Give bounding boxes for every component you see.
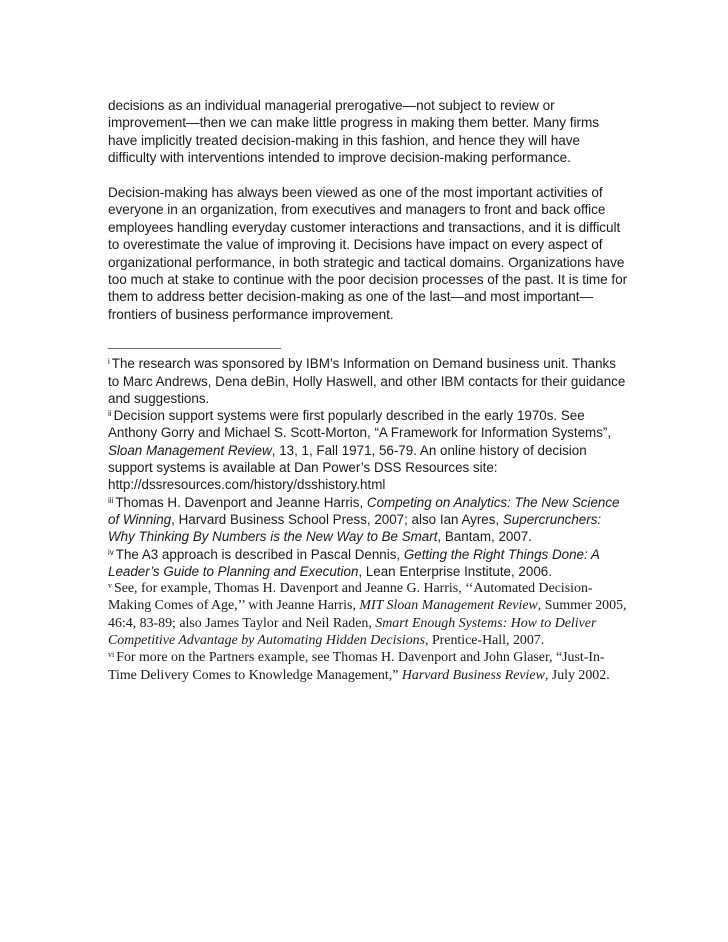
footnote-text: , Summer 2005, 46:4, 83-89; also James Taylor and Neil Raden, <box>108 598 627 631</box>
footnote-text: For more on the Partners example, see Thomas H. Davenport and John Glaser, “Just-In-Time Delivery Comes to Knowledge Management,” <box>108 650 605 683</box>
footnote-title: Smart Enough Systems: How to Deliver Competitive Advantage by Automating Hidden Decisions <box>108 615 597 649</box>
footnote-marker: v <box>108 581 112 591</box>
footnote-separator <box>108 348 281 349</box>
footnote-iv <box>108 546 628 581</box>
footnote-title: Supercrunchers: Why Thinking By Numbers is the New Way to Be Smart <box>108 511 602 545</box>
footnote-title: Competing on Analytics: The New Science of Winning <box>108 494 620 527</box>
footnote-text: , 13, 1, Fall 1971, 56-79. An online history of decision support systems is available at Dan Power’s DSS Resources site: http://dssresources.com/history/dsshistory.html <box>108 442 587 493</box>
footnote-text: See, for example, Thomas H. Davenport and Jeanne G. Harris, ‘‘Automated Decision-Making Comes of Age,’’ with Jeanne Harris, <box>108 581 593 614</box>
footnote-text: , Harvard Business School Press, 2007; also Ian Ayres, <box>171 511 503 527</box>
footnotes <box>108 355 628 684</box>
body-paragraph-2: Decision-making has always been viewed as one of the most important activities of everyone in an organization, from executives and managers to front and back office employees handling everyday customer interactions and transactions, and it is difficult to overestimate the value of improving it. Decisions have impact on every aspect of organizational performance, in both strategic and tactical domains. Organizations have too much at stake to continue with the poor decision processes of the past. It is time for them to address better decision-making as one of the last—and most important—frontiers of business performance improvement. <box>108 185 628 322</box>
body-paragraph-1: decisions as an individual managerial prerogative—not subject to review or improvement—then we can make little progress in making them better. Many firms have implicitly treated decision-making in this fashion, and hence they will have difficulty with interventions intended to improve decision-making performance. <box>108 98 599 166</box>
footnote-title: Getting the Right Things Done: A Leader’s Guide to Planning and Execution <box>108 546 600 579</box>
footnote-text: , Bantam, 2007. <box>437 529 532 545</box>
footnote-marker: ii <box>108 409 112 419</box>
footnote-i <box>108 355 628 407</box>
footnote-text: The research was sponsored by IBM’s Information on Demand business unit. Thanks to Marc Andrews, Dena deBin, Holly Haswell, and other IBM contacts for their guidance and suggestions. <box>108 356 626 406</box>
footnote-text: , Lean Enterprise Institute, 2006. <box>358 563 552 579</box>
footnote-v <box>108 580 628 649</box>
footnote-ii <box>108 407 628 493</box>
footnote-vi <box>108 649 628 684</box>
footnote-title: MIT Sloan Management Review <box>359 598 538 614</box>
footnote-title: Harvard Business Review <box>401 667 545 683</box>
footnote-text: , July 2002. <box>544 667 610 683</box>
footnote-iii <box>108 494 628 546</box>
footnote-marker: iv <box>108 547 114 557</box>
footnote-marker: iii <box>108 495 114 505</box>
footnote-marker: vi <box>108 650 115 660</box>
footnote-title: Sloan Management Review <box>108 442 272 458</box>
footnote-marker: i <box>108 357 110 367</box>
footnote-text: The A3 approach is described in Pascal Dennis, <box>115 546 404 562</box>
footnote-text: , Prentice-Hall, 2007. <box>425 633 545 649</box>
footnote-text: Decision support systems were first popularly described in the early 1970s. See Anthony Gorry and Michael S. Scott-Morton, “A Framework for Information Systems”, <box>108 408 612 441</box>
document-page <box>108 97 628 684</box>
footnote-text: Thomas H. Davenport and Jeanne Harris, <box>115 494 367 510</box>
